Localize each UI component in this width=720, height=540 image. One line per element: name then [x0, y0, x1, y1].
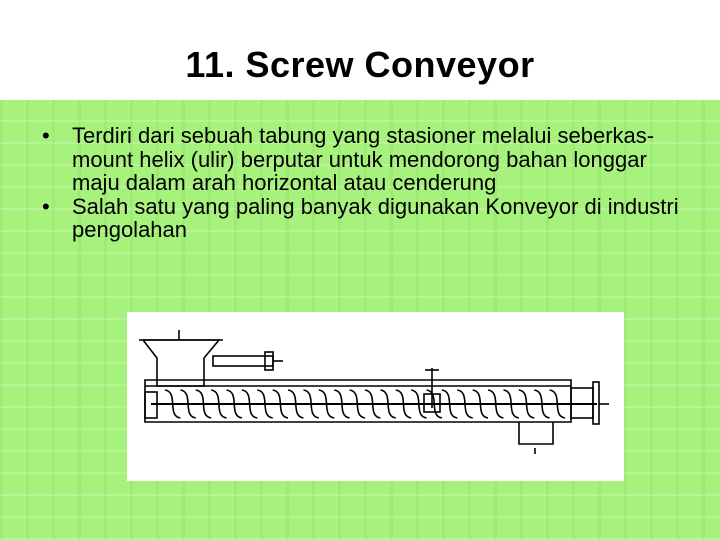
- drive-motor: [213, 356, 273, 366]
- bullet-dot: •: [42, 123, 50, 148]
- bullet-dot: •: [42, 193, 50, 219]
- bullet-list: [0, 124, 700, 242]
- bullet-item: [0, 195, 700, 242]
- screw-conveyor-drawing: [127, 312, 624, 481]
- screw-conveyor-diagram: [127, 312, 624, 481]
- slide-title: 11. Screw Conveyor: [185, 44, 535, 85]
- bullet-item: [0, 124, 700, 195]
- outlet-spout: [519, 422, 553, 444]
- bullet-text: Terdiri dari sebuah tabung yang stasioner melalui seberkas-mount helix (ulir) berputar untuk mendorong bahan longgar maju dalam arah horizontal atau cenderung: [72, 123, 655, 195]
- inlet-hopper: [143, 340, 219, 386]
- bullet-text: Salah satu yang paling banyak digunakan Konveyor di industri pengolahan: [72, 193, 679, 242]
- drive-flange: [265, 352, 273, 370]
